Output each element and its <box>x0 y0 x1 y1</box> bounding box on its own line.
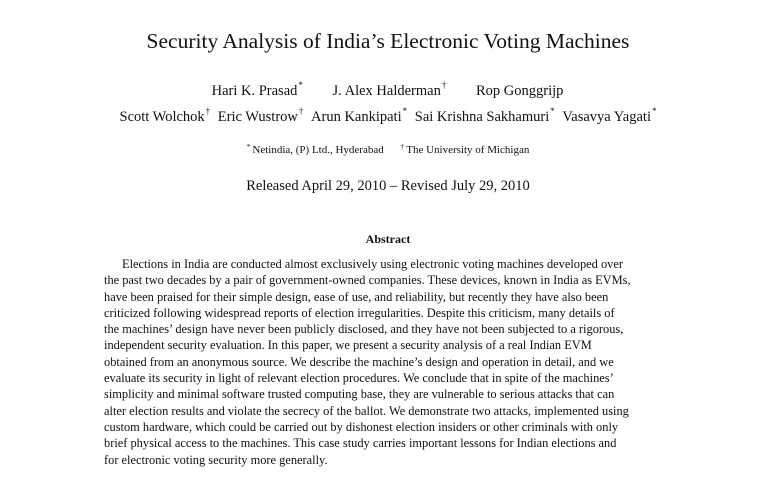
author-name-text: Hari K. Prasad <box>211 83 298 99</box>
author-list-row-1 <box>0 81 776 101</box>
author-name-text: Scott Wolchok <box>119 109 205 125</box>
abstract-line: Elections in India are conducted almost exclusively using electronic voting machines developed over <box>122 257 623 271</box>
abstract-line: independent security evaluation. In this paper, we present a security analysis of a real Indian EVM <box>104 338 592 353</box>
abstract-line: simplicity and minimal software trusted computing base, they are vulnerable to serious attacks that can <box>104 387 615 402</box>
author-name <box>120 107 211 127</box>
abstract-heading: Abstract <box>365 232 411 246</box>
abstract-line: the machines’ design have never been publicly disclosed, and they have not been subjected to a rigorous, <box>104 322 624 337</box>
affiliation <box>247 142 384 158</box>
abstract-line: have been praised for their simple design, ease of use, and reliability, but recently they have also been <box>104 289 609 304</box>
author-name-text: Eric Wustrow <box>217 109 298 125</box>
affiliation-mark: † <box>400 142 405 151</box>
author-name <box>562 107 656 127</box>
affiliation-text: Netindia, (P) Ltd., Hyderabad <box>252 144 384 156</box>
abstract-line: evaluate its security in light of relevant election procedures. We conclude that in spite of the machines’ <box>104 371 614 386</box>
abstract-line: brief physical access to the machines. This case study carries important lessons for Indian elections and <box>104 436 617 451</box>
author-name-text: Rop Gonggrijp <box>475 83 564 99</box>
author-name-text: Vasavya Yagati <box>562 109 651 125</box>
abstract-line: alter election results and violate the secrecy of the ballot. We demonstrate two attacks, implemented using <box>104 403 629 418</box>
affiliation <box>400 142 529 158</box>
author-name <box>311 107 407 127</box>
paper-title: Security Analysis of India’s Electronic Voting Machines <box>146 29 630 53</box>
affiliations <box>0 142 776 158</box>
affiliation-mark: * <box>652 106 657 116</box>
affiliation-mark: * <box>550 106 555 116</box>
affiliation-mark: † <box>298 106 304 116</box>
affiliation-mark: † <box>205 106 211 116</box>
abstract-line: criticized following widespread reports of election irregularities. Despite this criticism, many details of <box>104 305 615 320</box>
author-name <box>415 107 555 127</box>
author-list-row-2 <box>0 107 776 127</box>
abstract-body <box>104 256 656 468</box>
release-date: Released April 29, 2010 – Revised July 29, 2010 <box>246 178 530 194</box>
author-name <box>218 107 304 127</box>
affiliation-text: The University of Michigan <box>406 144 530 156</box>
author-name-text: Sai Krishna Sakhamuri <box>414 109 550 125</box>
author-name <box>476 81 564 101</box>
author-name <box>212 81 303 101</box>
author-name <box>333 81 447 101</box>
abstract-line: for electronic voting security more generally. <box>104 452 328 467</box>
abstract-line: the past two decades by a pair of government-owned companies. These devices, known in India as EVMs, <box>104 273 631 288</box>
abstract-line: obtained from an anonymous source. We describe the machine’s design and operation in detail, and we <box>104 354 614 369</box>
affiliation-mark: * <box>402 106 408 116</box>
author-name-text: J. Alex Halderman <box>332 83 441 99</box>
author-name-text: Arun Kankipati <box>311 109 402 125</box>
affiliation-mark: * <box>298 80 303 90</box>
affiliation-mark: * <box>246 142 251 151</box>
abstract-line: custom hardware, which could be carried out by dishonest election insiders or other criminals with only <box>104 419 619 434</box>
affiliation-mark: † <box>441 80 447 90</box>
